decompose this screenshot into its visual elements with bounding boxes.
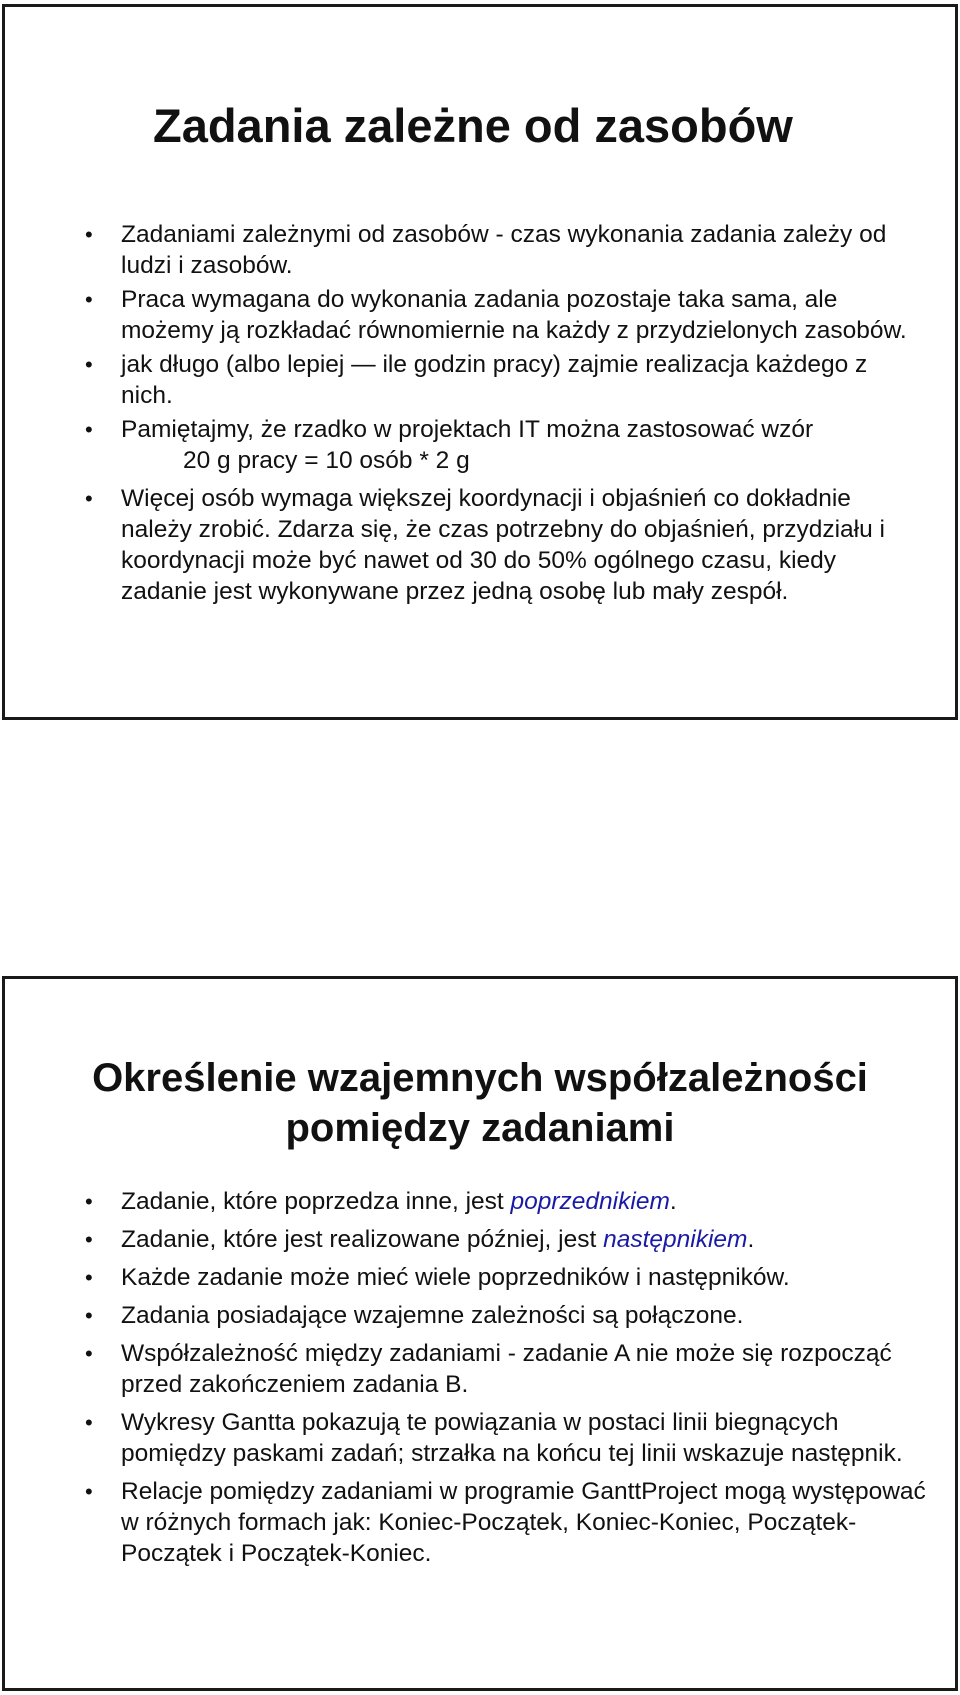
bullet-item <box>81 1262 941 1293</box>
bullet-text: Zadanie, które jest realizowane później, jest <box>121 1226 604 1253</box>
bullet-list <box>81 1186 941 1576</box>
bullet-icon: • <box>85 1410 93 1435</box>
bullet-list <box>81 219 921 610</box>
term-successor: następnikiem <box>603 1226 748 1253</box>
bullet-text: Praca wymagana do wykonania zadania pozostaje taka sama, ale możemy ją rozkładać równomiernie na każdy z przydzielonych zasobów. <box>121 286 907 344</box>
bullet-icon: • <box>85 1479 93 1504</box>
bullet-item <box>81 284 921 346</box>
bullet-icon: • <box>85 1265 93 1290</box>
bullet-text: Wykresy Gantta pokazują te powiązania w postaci linii biegnących pomiędzy paskami zadań; strzałka na końcu tej linii wskazuje następnik. <box>121 1409 903 1467</box>
bullet-text: Więcej osób wymaga większej koordynacji i objaśnień co dokładnie należy zrobić. Zdarza się, że czas potrzebny do objaśnień, przydziału i koordynacji może być nawet od 30 do 50% ogólnego czasu, kiedy zadanie jest wykonywane przez jedną osobę lub mały zespół. <box>121 485 885 605</box>
bullet-text: Zadaniami zależnymi od zasobów - czas wykonania zadania zależy od ludzi i zasobów. <box>121 221 887 279</box>
bullet-text: Każde zadanie może mieć wiele poprzedników i następników. <box>121 1264 790 1291</box>
bullet-item <box>81 1300 941 1331</box>
bullet-icon: • <box>85 1189 93 1214</box>
bullet-item <box>81 1338 941 1400</box>
bullet-item <box>81 1476 941 1569</box>
bullet-item <box>81 219 921 281</box>
slide-task-dependencies <box>2 976 958 1691</box>
bullet-icon: • <box>85 287 93 312</box>
bullet-item <box>81 349 921 411</box>
bullet-icon: • <box>85 417 93 442</box>
bullet-icon: • <box>85 486 93 511</box>
bullet-text: Zadania posiadające wzajemne zależności są połączone. <box>121 1302 744 1329</box>
bullet-item <box>81 1186 941 1217</box>
bullet-icon: • <box>85 1341 93 1366</box>
bullet-text: Współzależność między zadaniami - zadanie A nie może się rozpocząć przed zakończeniem zadania B. <box>121 1340 892 1398</box>
bullet-text: Pamiętajmy, że rzadko w projektach IT można zastosować wzór <box>121 416 814 443</box>
bullet-icon: • <box>85 1227 93 1252</box>
bullet-text-end: . <box>669 1188 677 1215</box>
slide-title: Określenie wzajemnych współzależności pomiędzy zadaniami <box>92 1056 868 1150</box>
bullet-item <box>81 1224 941 1255</box>
bullet-item <box>81 1407 941 1469</box>
bullet-item <box>81 483 921 607</box>
bullet-text: Relacje pomiędzy zadaniami w programie GanttProject mogą występować w różnych formach jak: Koniec-Początek, Koniec-Koniec, Początek-Początek i Początek-Koniec. <box>121 1478 926 1567</box>
slide-title: Zadania zależne od zasobów <box>153 99 793 152</box>
term-predecessor: poprzednikiem <box>510 1188 670 1215</box>
bullet-item <box>81 414 921 476</box>
bullet-icon: • <box>85 222 93 247</box>
bullet-icon: • <box>85 1303 93 1328</box>
bullet-text: Zadanie, które poprzedza inne, jest <box>121 1188 511 1215</box>
formula-text: 20 g pracy = 10 osób * 2 g <box>183 447 470 474</box>
bullet-text: jak długo (albo lepiej — ile godzin pracy) zajmie realizacja każdego z nich. <box>121 351 868 409</box>
slide-resource-dependent-tasks <box>2 4 958 720</box>
bullet-icon: • <box>85 352 93 377</box>
bullet-text-end: . <box>747 1226 755 1253</box>
